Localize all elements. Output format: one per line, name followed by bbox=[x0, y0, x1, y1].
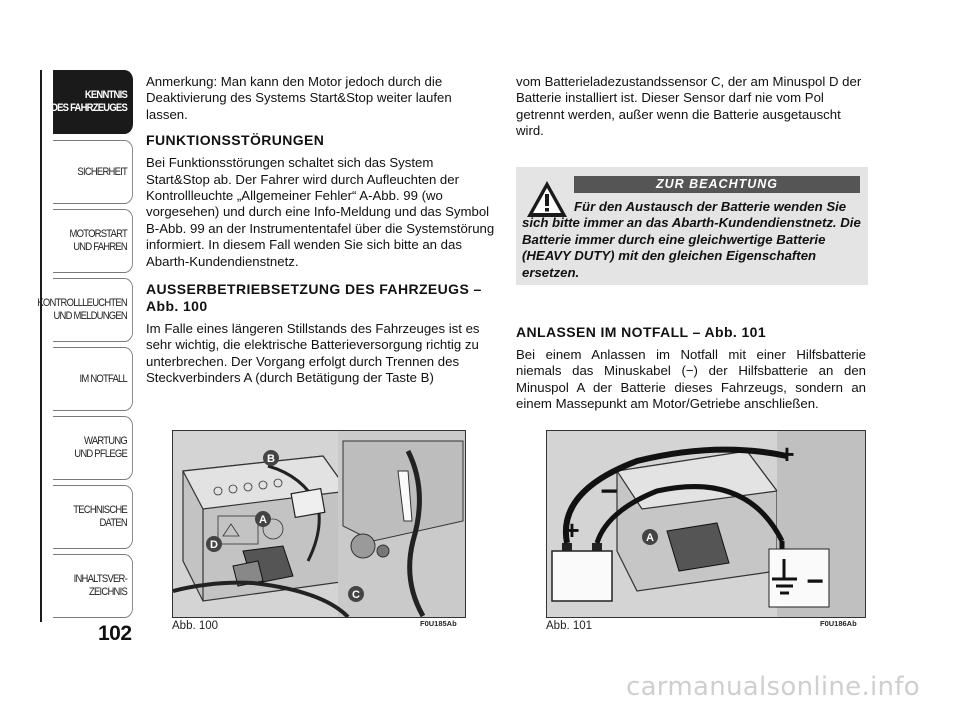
left-column bbox=[146, 74, 496, 387]
right-column bbox=[516, 74, 866, 140]
tab-im-notfall[interactable]: IM NOTFALL bbox=[53, 347, 133, 411]
minus-sign-left: − bbox=[600, 475, 618, 508]
tab-inhaltsverzeichnis[interactable]: INHALTSVER- ZEICHNIS bbox=[53, 554, 133, 618]
sidebar-rule bbox=[40, 70, 42, 622]
tab-kenntnis[interactable]: KENNTNIS DES FAHRZEUGES bbox=[53, 70, 133, 134]
paragraph-anlassen-notfall: Bei einem Anlassen im Notfall mit einer Hilfsbatterie niemals das Minuskabel (−) der Hilfsbatterie an den Minuspol A der Batterie dieses Fahrzeugs, sondern an einem Massepunkt am Motor/Getriebe anschließen. bbox=[516, 347, 866, 412]
warning-box bbox=[516, 167, 868, 285]
label-d: D bbox=[210, 539, 218, 551]
heading-anlassen-notfall: ANLASSEN IM NOTFALL – Abb. 101 bbox=[516, 324, 767, 340]
paragraph-funktionsstoerungen: Bei Funktionsstörungen schaltet sich das System Start&Stop ab. Der Fahrer wird durch Aufleuchten der Kontrollleuchte „Allgemeiner Fehler“ A-Abb. 99 (wo vorgesehen) und durch eine Info-Meldung und das Symbol B-Abb. 99 an der Instrumententafel über die Systemstörung informiert. In diesem Fall wenden Sie sich bitte an das Abarth-Kundendienstnetz. bbox=[146, 155, 495, 269]
heading-funktionsstoerungen: FUNKTIONSSTÖRUNGEN bbox=[146, 132, 325, 149]
label-a: A bbox=[259, 514, 267, 526]
figure-100-caption: Abb. 100 bbox=[172, 620, 219, 632]
paragraph-ausserbetriebsetzung: Im Falle eines längeren Stillstands des Fahrzeuges ist es sehr wichtig, die elektrische Batterieversorgung richtig zu unterbrechen. Der Vorgang erfolgt durch Trennen des Steckverbinders A (durch Betätigung der Taste B) bbox=[146, 321, 480, 386]
page-number: 102 bbox=[98, 622, 132, 645]
figure-100-code: F0U185Ab bbox=[420, 619, 457, 628]
paragraph-sensor: vom Batterieladezustandssensor C, der am Minuspol D der Batterie installiert ist. Dieser Sensor darf nie vom Pol getrennt werden, außer wenn die Batterie ausgetauscht wird. bbox=[516, 74, 862, 139]
figure-100 bbox=[172, 430, 466, 618]
figure-101 bbox=[546, 430, 866, 618]
jump-start-illustration bbox=[547, 431, 865, 617]
figure-101-caption: Abb. 101 bbox=[546, 620, 593, 632]
plus-sign-left: + bbox=[564, 515, 580, 545]
warning-title: ZUR BEACHTUNG bbox=[574, 176, 860, 193]
tab-motorstart[interactable]: MOTORSTART UND FAHREN bbox=[53, 209, 133, 273]
tab-wartung[interactable]: WARTUNG UND PFLEGE bbox=[53, 416, 133, 480]
tab-technische-daten[interactable]: TECHNISCHE DATEN bbox=[53, 485, 133, 549]
minus-sign-ground: − bbox=[806, 565, 824, 598]
watermark: carmanualsonline.info bbox=[625, 672, 920, 702]
right-column-lower bbox=[516, 324, 866, 413]
warning-text: Für den Austausch der Batterie wenden Sie sich bitte immer an das Abarth-Kundendienstnetz. Die Batterie immer durch eine gleichwertige Batterie (HEAVY DUTY) mit den gleichen Eigenschaften ersetzen. bbox=[522, 199, 861, 280]
label-b: B bbox=[267, 453, 275, 465]
label-c: C bbox=[352, 589, 360, 601]
note-paragraph: Anmerkung: Man kann den Motor jedoch durch die Deaktivierung des Systems Start&Stop weiter laufen lassen. bbox=[146, 74, 452, 122]
heading-ausserbetriebsetzung: AUSSERBETRIEBSETZUNG DES FAHRZEUGS – Abb. 100 bbox=[146, 281, 482, 315]
tab-sicherheit[interactable]: SICHERHEIT bbox=[53, 140, 133, 204]
plus-sign-top: + bbox=[779, 439, 795, 469]
figure-101-code: F0U186Ab bbox=[820, 619, 857, 628]
battery-connector-illustration bbox=[173, 431, 465, 617]
label-a: A bbox=[646, 532, 654, 544]
tab-kontrollleuchten[interactable]: KONTROLLLEUCHTEN UND MELDUNGEN bbox=[53, 278, 133, 342]
